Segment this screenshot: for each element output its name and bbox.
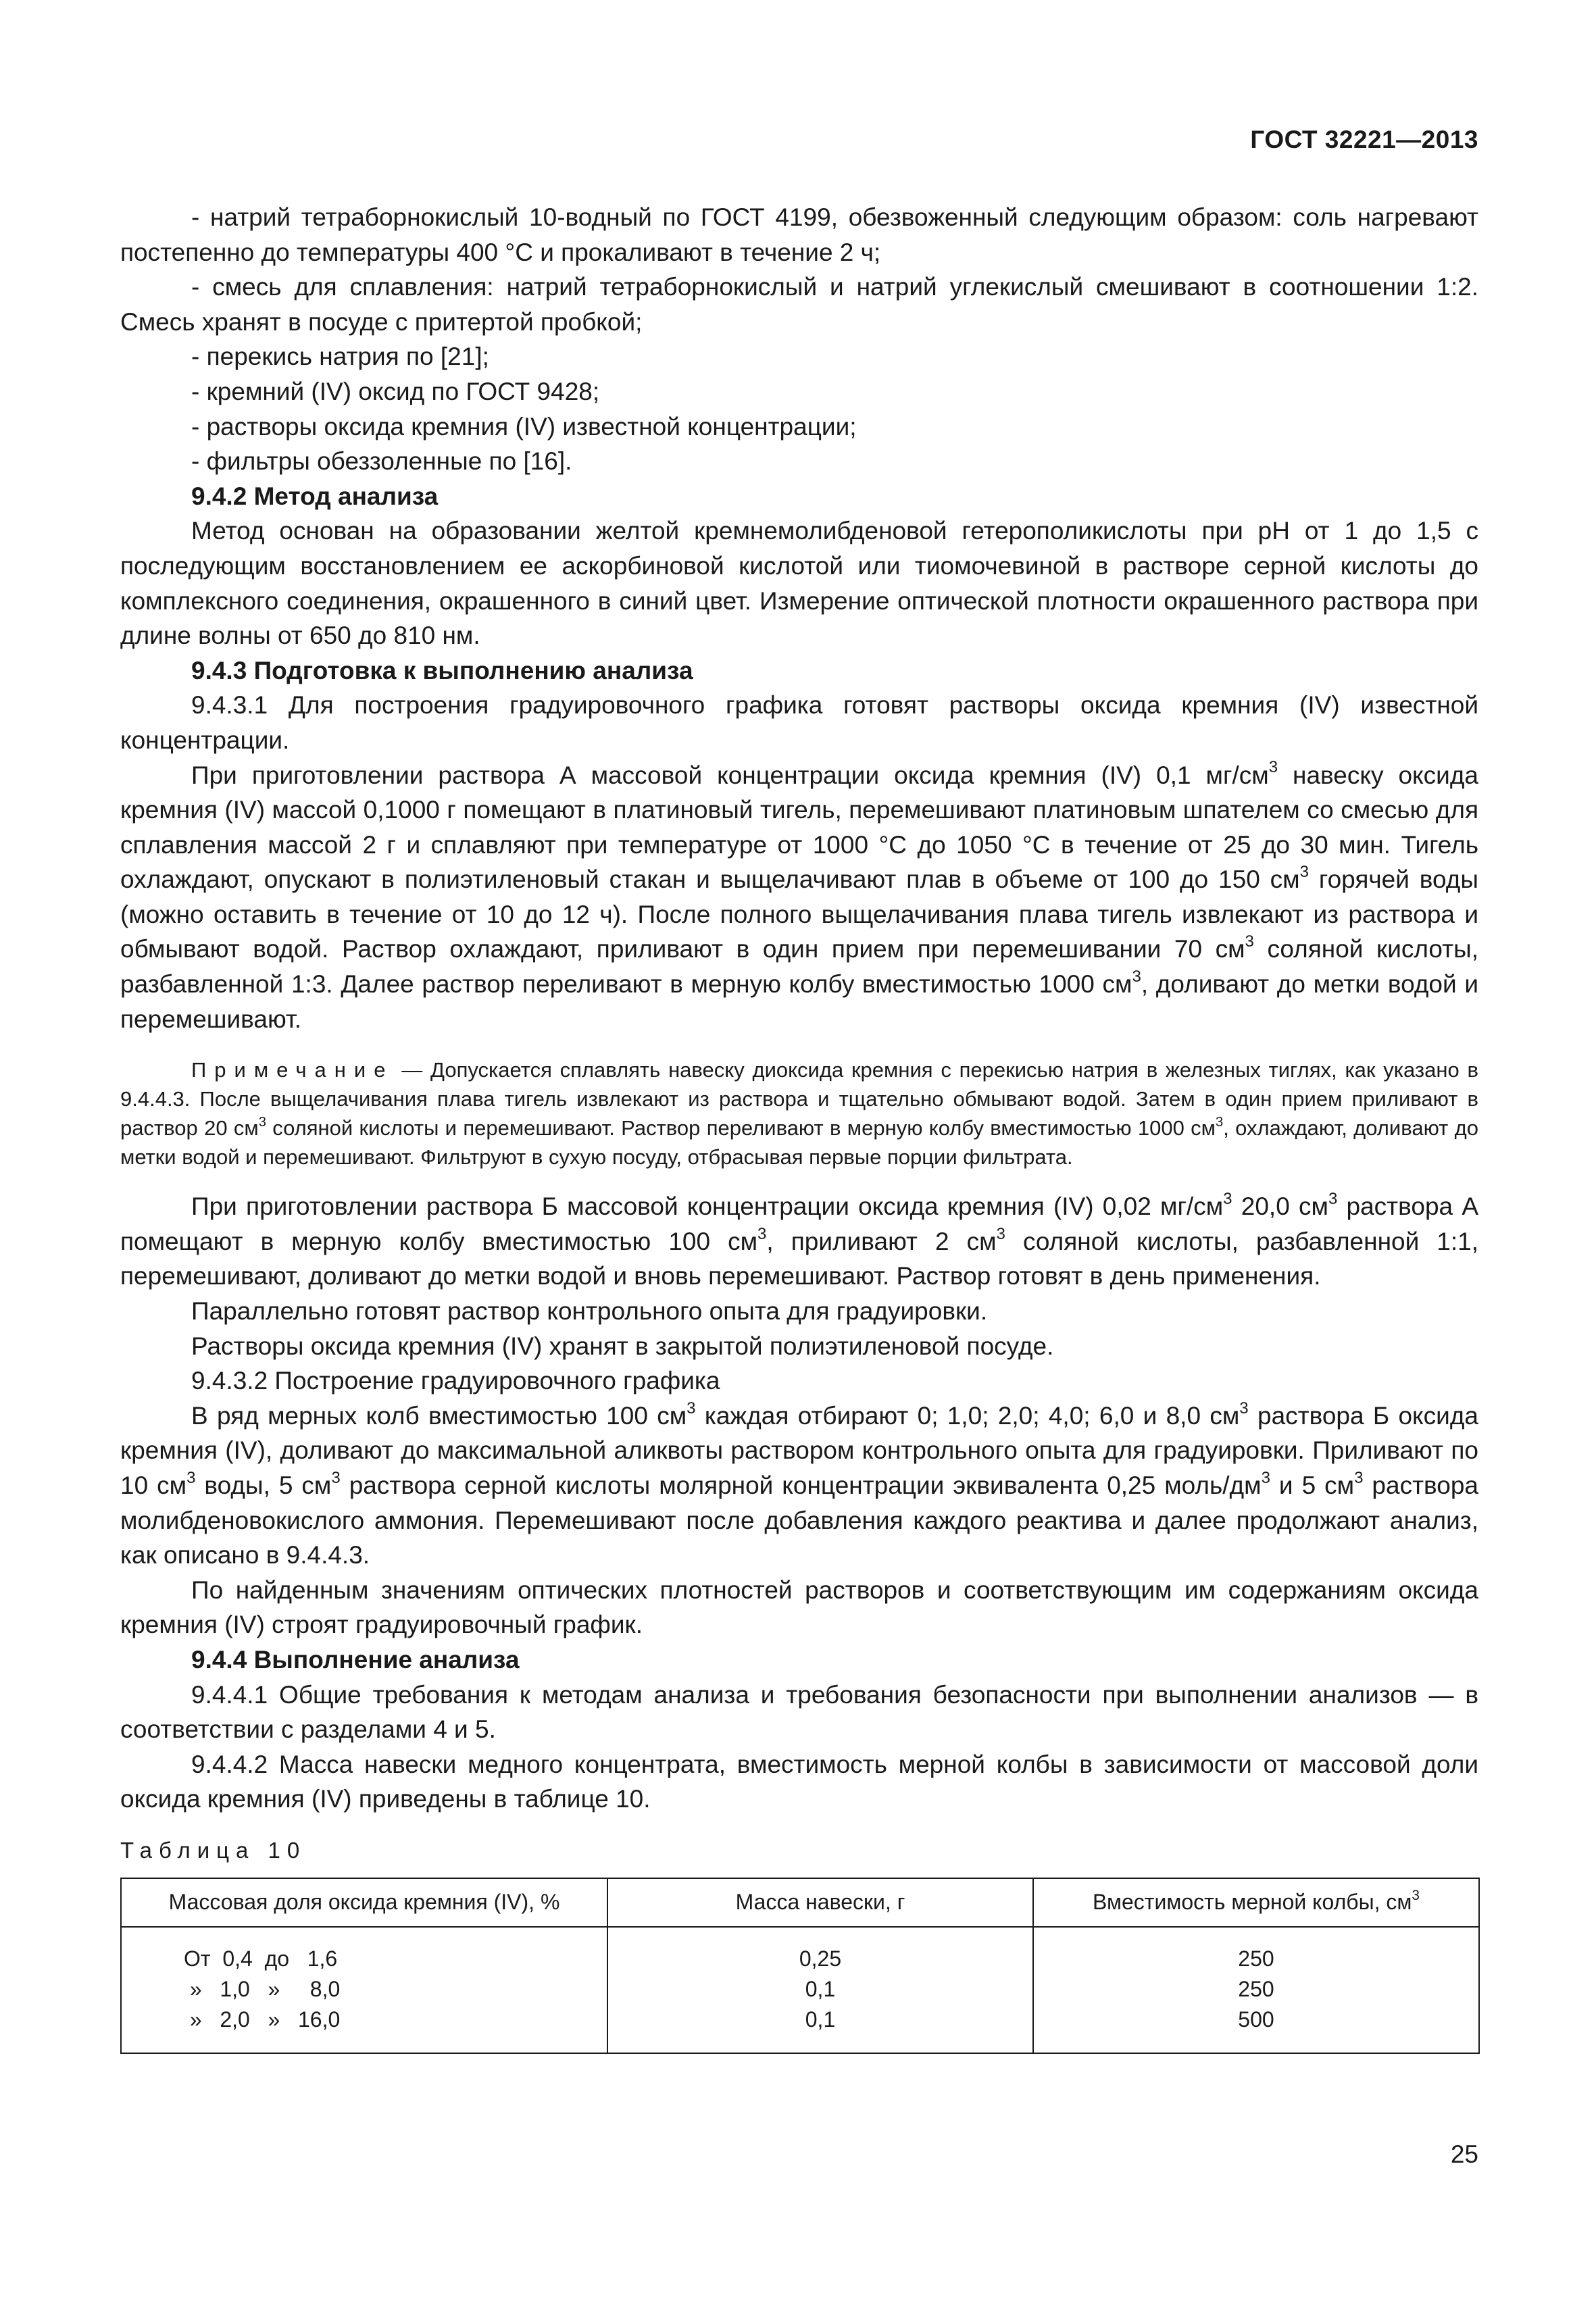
standard-id-header: ГОСТ 32221—2013 [1250, 126, 1478, 153]
reagent-item: - смесь для сплавления: натрий тетраборнокислый и натрий углекислый смешивают в соотношении 1:2. Смесь хранят в посуде с притертой пробкой; [120, 273, 1478, 336]
reagent-item: - фильтры обеззоленные по [16]. [191, 447, 572, 476]
method-paragraph: Метод основан на образовании желтой кремнемолибденовой гетерополикислоты при рН от 1 до 1,5 с последующим восстановлением ее аскорбиновой кислотой или тиомочевиной в растворе серной кислоты до комплексного соединения, окрашенного в синий цвет. Измерение оптической плотности окрашенного раствора при длине волны от 650 до 810 нм. [120, 517, 1478, 650]
table-cell-range: От 0,4 до 1,6 » 1,0 » 8,0 » 2,0 » 16,0 [121, 1927, 607, 2053]
reagent-item: - перекись натрия по [21]; [191, 343, 489, 371]
section-heading: 9.4.4 Выполнение анализа [191, 1645, 520, 1674]
solution-a-paragraph: При приготовлении раствора А массовой концентрации оксида кремния (IV) 0,1 $мг/см^3$ навеску оксида кремния (IV) массой 0,1000 г помещают в платиновый тигель, перемешивают платиновым шпателем со смесью для сплавления массой 2 г и сплавляют при температуре от 1000 °С до 1050 °С в течение от 25 до 30 мин. Тигель охлаждают, опускают в полиэтиленовый стакан и выщелачивают плав в объеме от 100 до 150 $см^3$ горячей воды (можно оставить в течение от 10 до 12 ч). После полного выщелачивания плава тигель извлекают из раствора и обмывают водой. Раствор охлаждают, приливают в один прием при перемешивании 70 $см^3$ соляной кислоты, разбавленной 1:3. Далее раствор переливают в мерную колбу вместимостью 1000 $см^3$, доливают до метки водой и перемешивают. [120, 758, 1479, 1033]
document-page [120, 0, 1478, 2314]
table-row [121, 1927, 1479, 2053]
table-header-cell: Массовая доля оксида кремния (IV), % [121, 1878, 607, 1927]
section-heading: 9.4.2 Метод анализа [191, 482, 439, 510]
calibration-paragraph: В ряд мерных колб вместимостью 100 $см^3$ каждая отбирают 0; 1,0; 2,0; 4,0; 6,0 и 8,0 $см^3$ раствора Б оксида кремния (IV), доливают до максимальной аликвоты раствором контрольного опыта для градуировки. Приливают по 10 $см^3$ воды, 5 $см^3$ раствора серной кислоты молярной концентрации эквивалента 0,25 моль/$дм^3$ и 5 $см^3$ раствора молибденовокислого аммония. Перемешивают после добавления каждого реактива и далее продолжают анализ, как описано в 9.4.4.3. [120, 1399, 1479, 1569]
graph-paragraph: По найденным значениям оптических плотностей растворов и соответствующим им содержаниям оксида кремния (IV) строят градуировочный график. [120, 1576, 1478, 1639]
reagent-item: - кремний (IV) оксид по ГОСТ 9428; [191, 377, 600, 405]
control-paragraph: Параллельно готовят раствор контрольного опыта для градуировки. [191, 1297, 988, 1326]
paragraph-9441: 9.4.4.1 Общие требования к методам анализа и требования безопасности при выполнении анализов — в соответствии с разделами 4 и 5. [120, 1680, 1478, 1744]
data-table [120, 1878, 1480, 2054]
table-header-cell: Вместимость мерной колбы, $см^3$ [1033, 1878, 1479, 1927]
paragraph-9432: 9.4.3.2 Построение градуировочного графика [191, 1367, 720, 1395]
table-header-cell: Масса навески, г [607, 1878, 1033, 1927]
page-content [120, 200, 1478, 2054]
storage-paragraph: Растворы оксида кремния (IV) хранят в закрытой полиэтиленовой посуде. [191, 1332, 1054, 1360]
note-label: Примечание [191, 1058, 394, 1082]
table-caption: Таблица 10 [120, 1837, 307, 1863]
paragraph-9431: 9.4.3.1 Для построения градуировочного графика готовят растворы оксида кремния (IV) известной концентрации. [120, 691, 1478, 754]
note-paragraph: Примечание — Допускается сплавлять навеску диоксида кремния с перекисью натрия в железных тиглях, как указано в 9.4.4.3. После выщелачивания плава тигель извлекают из раствора и тщательно обмывают водой. Затем в один прием приливают в раствор 20 $см^3$ соляной кислоты и перемешивают. Раствор переливают в мерную колбу вместимостью 1000 $см^3$, охлаждают, доливают до метки водой и перемешивают. Фильтруют в сухую посуду, отбрасывая первые порции фильтрата. [120, 1058, 1478, 1169]
page-number: 25 [1450, 2140, 1478, 2168]
solution-b-paragraph: При приготовлении раствора Б массовой концентрации оксида кремния (IV) 0,02 $мг/см^3$ 20,0 $см^3$ раствора А помещают в мерную колбу вместимостью 100 $см^3$, приливают 2 $см^3$ соляной кислоты, разбавленной 1:1, перемешивают, доливают до метки водой и вновь перемешивают. Раствор готовят в день применения. [120, 1190, 1478, 1290]
paragraph-9442: 9.4.4.2 Масса навески медного концентрата, вместимость мерной колбы в зависимости от массовой доли оксида кремния (IV) приведены в таблице 10. [120, 1750, 1478, 1813]
table-header-row [121, 1878, 1479, 1927]
section-heading: 9.4.3 Подготовка к выполнению анализа [191, 656, 693, 684]
table-cell-volume: 250 250 500 [1033, 1927, 1479, 2053]
table-cell-mass: 0,25 0,1 0,1 [607, 1927, 1033, 2053]
reagent-item: - натрий тетраборнокислый 10-водный по ГОСТ 4199, обезвоженный следующим образом: соль нагревают постепенно до температуры 400 °С и прокаливают в течение 2 ч; [120, 203, 1478, 266]
reagent-item: - растворы оксида кремния (IV) известной концентрации; [191, 412, 857, 441]
